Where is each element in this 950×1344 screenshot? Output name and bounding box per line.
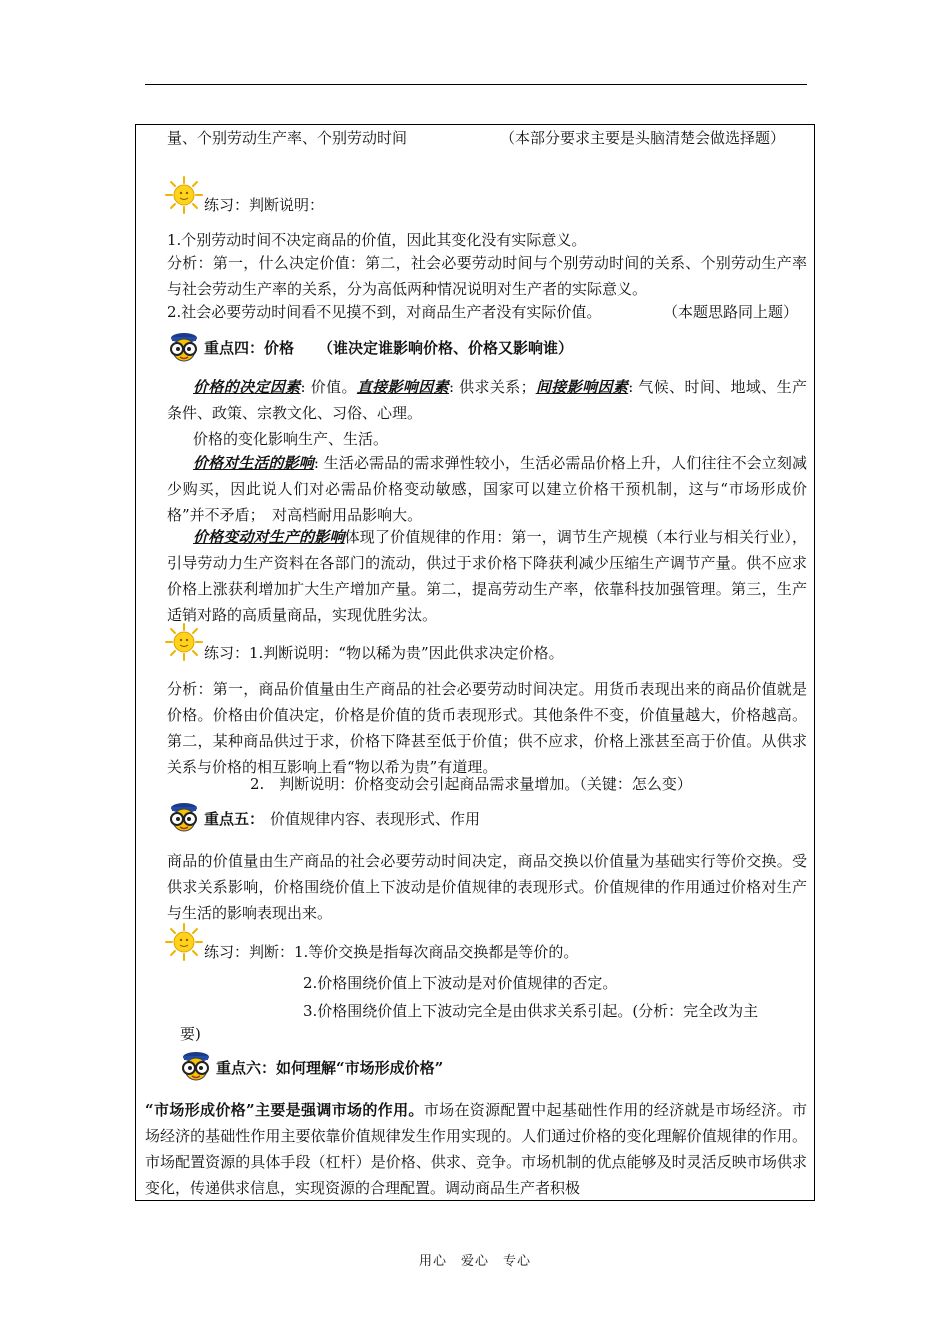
practice3-q3-cont: 要) [180,1025,201,1043]
focus4-factors [167,374,807,426]
focus4-life-effect [167,450,807,528]
bee-icon [174,1050,214,1082]
bee-icon [162,331,202,363]
sun-icon [164,622,204,662]
practice1-q2-note: （本题思路同上题） [663,303,799,321]
top-line-left: 量、个别劳动生产率、个别劳动时间 [167,129,408,147]
practice1-label: 练习：判断说明： [204,196,325,214]
focus6-p1 [145,1097,807,1201]
focus4-p2: 价格的变化影响生产、生活。 [193,430,389,448]
keyword: 价格变动对生产的影响 [193,528,345,546]
focus6-title: 重点六：如何理解“市场形成价格” [216,1059,444,1077]
focus5-p1: 商品的价值量由生产商品的社会必要劳动时间决定，商品交换以价值量为基础实行等价交换。受供求关系影响，价格围绕价值上下波动是价值规律的表现形式。价值规律的作用通过价格对生产与生活的影响表现出来。 [167,852,807,922]
top-line-right: （本部分要求主要是头脑清楚会做选择题） [500,129,786,147]
text: : 生活必需品的需求弹性较小，生活必需品价格上升，人们往往不会立刻减少购买，因此说人们对必需品价格变动敏感，国家可以建立价格干预机制，这与“市场形成价格”并不矛盾； 对高档耐用品影响大。 [167,454,807,524]
text: : 价值。 [300,378,357,396]
sun-icon [164,922,204,962]
page-footer: 用心 爱心 专心 [418,1254,531,1269]
practice1-analysis: 分析：第一，什么决定价值：第二，社会必要劳动时间与个别劳动时间的关系、个别劳动生产率与社会劳动生产率的关系，分为高低两种情况说明对生产者的实际意义。 [167,254,807,298]
bee-icon [162,801,202,833]
focus4-subtitle: （谁决定谁影响价格、价格又影响谁） [318,339,574,357]
focus4-title: 重点四：价格 [204,339,295,357]
practice3-q2: 2.价格围绕价值上下波动是对价值规律的否定。 [303,974,618,992]
practice2-q2: 2. 判断说明：价格变动会引起商品需求量增加。（关键：怎么变） [250,775,692,793]
text: : 气候、时间、地域、生产条件、政策、宗教文化、习俗、心理。 [167,378,807,422]
keyword: 价格对生活的影响 [193,454,314,472]
focus4-production-effect [167,524,807,628]
practice2-analysis: 分析：第一，商品价值量由生产商品的社会必要劳动时间决定。用货币表现出来的商品价值就是价格。价格由价值决定，价格是价值的货币表现形式。其他条件不变，价值量越大，价格越高。第二，某种商品供过于求，价格下降甚至低于价值；供不应求，价格上涨甚至高于价值。从供求关系与价格的相互影响上看“物以希为贵”有道理。 [167,680,807,776]
text: 体现了价值规律的作用：第一，调节生产规模（本行业与相关行业），引导劳动力生产资料在各部门的流动，供过于求价格下降获利减少压缩生产调节产量。供不应求价格上涨获利增加扩大生产增加产量。第二，提高劳动生产率，依靠科技加强管理。第三，生产适销对路的高质量商品，实现优胜劣汰。 [167,528,807,624]
sun-icon [164,175,204,215]
text: 市场在资源配置中起基础性作用的经济就是市场经济。市场经济的基础性作用主要依靠价值规律发生作用实现的。人们通过价格的变化理解价值规律的作用。市场配置资源的具体手段（杠杆）是价格、供求、竞争。市场机制的优点能够及时灵活反映市场供求变化，传递供求信息，实现资源的合理配置。调动商品生产者积极 [145,1101,807,1197]
practice3-label: 练习：判断：1.等价交换是指每次商品交换都是等价的。 [204,943,579,961]
keyword: 直接影响因素 [356,378,449,396]
keyword: 间接影响因素 [535,378,629,396]
text: : 供求关系； [449,378,536,396]
focus5-title: 重点五： [204,810,265,828]
keyword: 价格的决定因素 [193,378,301,396]
focus5-subtitle: 价值规律内容、表现形式、作用 [270,810,481,828]
practice1-q2: 2.社会必要劳动时间看不见摸不到，对商品生产者没有实际价值。 [167,303,602,321]
header-rule [145,84,807,85]
practice1-q1: 1.个别劳动时间不决定商品的价值，因此其变化没有实际意义。 [167,231,587,249]
practice3-q3: 3.价格围绕价值上下波动完全是由供求关系引起。(分析：完全改为主 [303,1002,759,1020]
lead-sentence: “市场形成价格”主要是强调市场的作用。 [145,1101,424,1119]
practice2-label: 练习：1.判断说明：“物以稀为贵”因此供求决定价格。 [204,644,564,662]
